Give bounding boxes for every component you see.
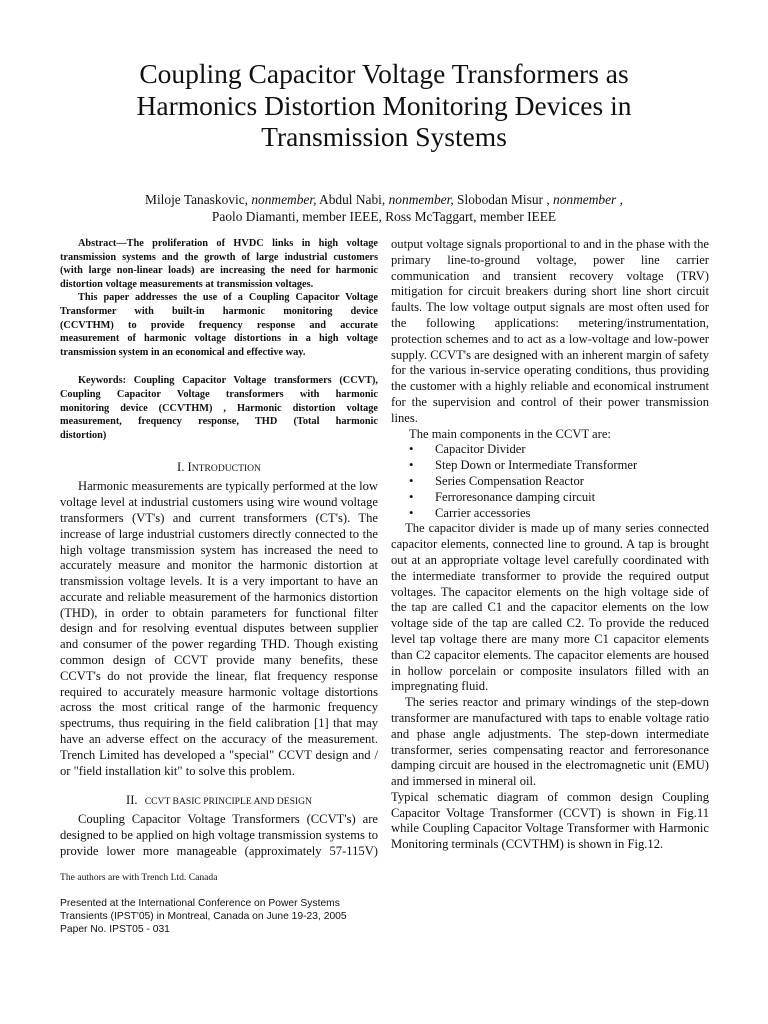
author-line-1 bbox=[70, 191, 698, 208]
heading-initial: I bbox=[187, 460, 192, 475]
conference-line: Presented at the International Conference on Power Systems bbox=[60, 898, 340, 909]
body-line: for the supervision and control of their power transmission bbox=[391, 394, 709, 409]
author-membership: nonmember, bbox=[251, 192, 317, 207]
body-line: than C2 capacitor elements. The capacitor elements are housed bbox=[391, 647, 709, 662]
list-item-label: Ferroresonance damping circuit bbox=[435, 489, 596, 504]
bullet-icon: • bbox=[409, 473, 414, 488]
body-line: common design of CCVT provide many benefits, these bbox=[60, 653, 378, 668]
list-item-label: Carrier accessories bbox=[435, 505, 531, 520]
abstract-line: transmission systems and the growth of large industrial customers bbox=[60, 251, 378, 263]
body-line: Monitoring terminals (CCVTHM) is shown in Fig.12. bbox=[391, 837, 664, 852]
list-item-label: Capacitor Divider bbox=[435, 442, 526, 457]
body-line: capacitor elements, connected line to ground. A tap is brought bbox=[391, 537, 709, 552]
abstract-line: (CCVTHM) to provide frequency response and accurate bbox=[60, 319, 378, 331]
body-line: Coupling Capacitor Voltage Transformers (CCVT's) are bbox=[78, 812, 378, 827]
body-line: transformer are manufactured with taps to enable voltage ratio bbox=[391, 710, 709, 725]
body-line: accurately measure and monitor the harmonic distortion at bbox=[60, 558, 378, 573]
abstract bbox=[60, 237, 378, 359]
body-line: level tap voltage there are many more C1 capacitor elements bbox=[391, 631, 709, 646]
section-number: I. bbox=[177, 460, 185, 475]
body-line: the customer with a highly reliable and economical instrument bbox=[391, 379, 709, 394]
abstract-line: Abstract—The proliferation of HVDC links in high voltage bbox=[78, 238, 378, 249]
list-item bbox=[391, 474, 709, 490]
body-line: transformer, series compensating reactor and ferroresonance bbox=[391, 742, 709, 757]
author-name: Slobodan Misur , bbox=[453, 192, 554, 207]
list-item bbox=[391, 442, 709, 458]
author-list bbox=[70, 191, 698, 225]
heading-text: CCVT BASIC PRINCIPLE AND DESIGN bbox=[144, 796, 312, 808]
author-affiliation-footnote: The authors are with Trench Ltd. Canada bbox=[60, 872, 218, 883]
body-line: and immersed in mineral oil. bbox=[391, 774, 537, 789]
body-line: across the most critical range of the harmonic frequency bbox=[60, 700, 378, 715]
author-line-2: Paolo Diamanti, member IEEE, Ross McTaggart, member IEEE bbox=[211, 209, 557, 224]
body-line: The capacitor divider is made up of many series connected bbox=[405, 521, 709, 536]
abstract-line: This paper addresses the use of a Coupling Capacitor Voltage bbox=[78, 292, 378, 304]
body-line: increase of large industrial customers directly connected to the bbox=[60, 526, 378, 541]
body-line: required to accurately measure harmonic voltage distortions bbox=[60, 684, 378, 699]
body-line: spectrums, thus requiring in the field calibration [1] that may bbox=[60, 716, 378, 731]
bullet-icon: • bbox=[409, 505, 414, 520]
author-name: Miloje Tanaskovic, bbox=[145, 192, 252, 207]
abstract-line: measurement of harmonic voltage distortions in a high voltage bbox=[60, 333, 378, 345]
body-line: for the various in-service operating conditions, thus providing bbox=[391, 363, 709, 378]
heading-text: NTRODUCTION bbox=[191, 463, 261, 475]
title-line: Transmission Systems bbox=[261, 121, 507, 152]
body-line: communication and transient recovery voltage (TRV) bbox=[391, 268, 709, 283]
bullet-icon: • bbox=[409, 489, 414, 504]
body-line: voltages. The capacitor elements on the high voltage side of bbox=[391, 584, 709, 599]
section-heading-introduction bbox=[60, 460, 378, 475]
left-column bbox=[60, 237, 378, 860]
body-line: lines. bbox=[391, 410, 418, 425]
author-name: Abdul Nabi, bbox=[316, 192, 389, 207]
right-column bbox=[391, 237, 709, 853]
list-item bbox=[391, 458, 709, 474]
body-line: Trench Limited has developed a "special" CCVT design and / bbox=[60, 747, 378, 762]
keywords-line: measurement, frequency response, THD (Total harmonic bbox=[60, 416, 378, 428]
author-membership: nonmember, bbox=[388, 192, 454, 207]
body-line: transformers (VT's) and current transformers (CT's). The bbox=[60, 510, 378, 525]
body-line: Capacitor Voltage Transformer (CCVT) is shown in Fig.11 bbox=[391, 805, 709, 820]
bullet-icon: • bbox=[409, 458, 414, 473]
keywords-line: Keywords: Coupling Capacitor Voltage transformers (CCVT), bbox=[78, 375, 378, 387]
body-line: high voltage transmission system has increased the need to bbox=[60, 542, 378, 557]
body-line: transmission voltage levels. It is a very important to have an bbox=[60, 574, 378, 589]
body-line: damping circuit are housed in the electromagnetic unit (EMU) bbox=[391, 758, 709, 773]
body-line: accurate and reliable measurement of the harmonics distortion bbox=[60, 589, 378, 604]
list-item bbox=[391, 506, 709, 522]
principle-text bbox=[60, 812, 378, 859]
body-line: while Coupling Capacitor Voltage Transformer with Harmonic bbox=[391, 821, 709, 836]
components-intro: The main components in the CCVT are: bbox=[409, 426, 611, 441]
keywords-line: Coupling Capacitor Voltage transformers with harmonic bbox=[60, 388, 378, 400]
introduction-text bbox=[60, 479, 378, 779]
body-line: The series reactor and primary windings of the step-down bbox=[405, 695, 709, 710]
keywords-line: distortion) bbox=[60, 429, 107, 441]
title-line: Coupling Capacitor Voltage Transformers as bbox=[139, 58, 629, 89]
conference-line: Paper No. IPST05 - 031 bbox=[60, 924, 170, 936]
body-line: supply. CCVT's are designed with an inherent margin of safety bbox=[391, 347, 709, 362]
abstract-line: transmission system in an economical and effective way. bbox=[60, 346, 306, 358]
body-line: (THD), in order to obtain parameters for functional filter bbox=[60, 605, 378, 620]
body-line: provide lower more manageable (approximately 57-115V) bbox=[60, 844, 378, 859]
body-line: out at an appropriate voltage level carefully coordinated with bbox=[391, 552, 709, 567]
body-line: and consumer of the power regarding THD. Though existing bbox=[60, 637, 378, 652]
body-line: Typical schematic diagram of common design Coupling bbox=[391, 789, 709, 804]
paper-title bbox=[70, 58, 698, 153]
title-line: Harmonics Distortion Monitoring Devices in bbox=[136, 89, 632, 121]
body-line: impregnating fluid. bbox=[391, 679, 489, 694]
keywords bbox=[60, 374, 378, 442]
keywords-line: monitoring device (CCVTHM) , Harmonic distortion voltage bbox=[60, 402, 378, 414]
capacitor-divider-text bbox=[391, 521, 709, 853]
body-line: primary line-to-ground voltage, power line carrier bbox=[391, 252, 709, 267]
body-line: the intermediate transformer to provide the required output bbox=[391, 568, 709, 583]
section-heading-principle bbox=[60, 793, 378, 808]
body-line: faults. The low voltage output signals are most often used for bbox=[391, 300, 709, 315]
body-line: output voltage signals proportional to and in the phase with the bbox=[391, 237, 709, 251]
body-line: have an adverse effect on the accuracy of the measurement. bbox=[60, 732, 378, 747]
list-item bbox=[391, 490, 709, 506]
abstract-line: distortion voltage measurements at transmission voltages. bbox=[60, 278, 314, 290]
body-line: voltage level at industrial customers using wire wound voltage bbox=[60, 495, 378, 510]
bullet-icon: • bbox=[409, 442, 414, 457]
author-membership: nonmember , bbox=[553, 192, 623, 207]
body-line: or "field installation kit" to solve this problem. bbox=[60, 763, 295, 778]
body-line: CCVT's do not provide the linear, flat frequency response bbox=[60, 668, 378, 683]
components-list bbox=[391, 442, 709, 521]
body-line: design and for resolving eventual disputes between supplier bbox=[60, 621, 378, 636]
conference-line: Transients (IPST'05) in Montreal, Canada on June 19-23, 2005 bbox=[60, 911, 347, 923]
section-number: II. bbox=[126, 793, 138, 808]
body-line: designed to be applied on high voltage transmission systems to bbox=[60, 828, 378, 843]
abstract-line: (with large non-linear loads) are increasing the need for harmonic bbox=[60, 265, 378, 277]
body-line: protection schemes and to act as a low-voltage and low-power bbox=[391, 331, 709, 346]
body-line: voltage side of the tap are called C2. To provide the reduced bbox=[391, 616, 709, 631]
body-line: the tap are called C1 and the capacitor elements on the low bbox=[391, 600, 709, 615]
body-line: Harmonic measurements are typically performed at the low bbox=[78, 479, 378, 494]
body-line: in hollow porcelain or composite insulators filled with an bbox=[391, 663, 709, 678]
body-line: and phase angle adjustments. The step-down intermediate bbox=[391, 726, 709, 741]
ccvt-applications-text bbox=[391, 237, 709, 442]
list-item-label: Step Down or Intermediate Transformer bbox=[435, 458, 638, 473]
body-line: the following applications: metering/instrumentation, bbox=[391, 315, 709, 330]
abstract-line: Transformer with built-in harmonic monitoring device bbox=[60, 305, 378, 317]
conference-note bbox=[60, 897, 347, 937]
list-item-label: Series Compensation Reactor bbox=[435, 473, 584, 488]
body-line: mitigation for circuit breakers during short line short circuit bbox=[391, 284, 709, 299]
